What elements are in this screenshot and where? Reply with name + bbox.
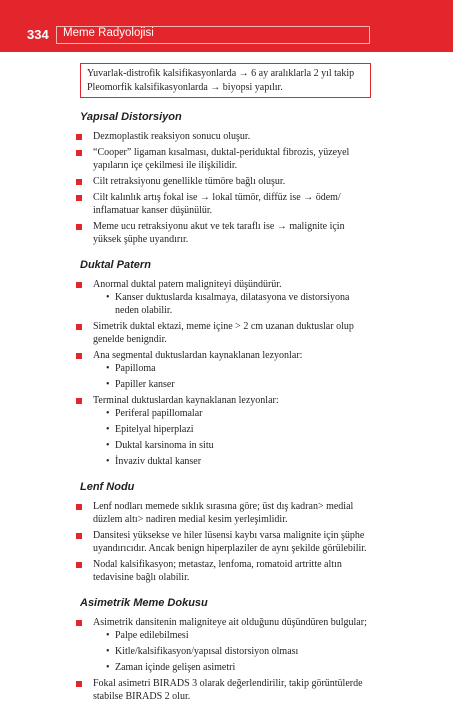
list-item (80, 220, 372, 246)
bullet-dot-icon: • (106, 408, 110, 419)
list-item (80, 278, 372, 317)
red-square-bullet-icon (76, 282, 82, 288)
list-item (80, 677, 372, 703)
sub-list-item-text: Duktal karsinoma in situ (115, 440, 214, 451)
list-item (80, 130, 372, 143)
list-item-text: Meme ucu retraksiyonu akut ve tek taraflı ise → malignite için yüksek şüphe uyandırır. (93, 221, 345, 245)
bullet-dot-icon: • (106, 456, 110, 467)
list-item (80, 175, 372, 188)
sub-bullet-list (106, 291, 372, 317)
bullet-list (80, 616, 372, 703)
list-item-text: Cilt retraksiyonu genellikle tümöre bağlı oluşur. (93, 176, 286, 187)
sub-list-item-text: İnvaziv duktal kanser (115, 456, 202, 467)
bullet-dot-icon: • (106, 662, 110, 673)
main-content (80, 106, 372, 706)
sub-list-item (106, 661, 372, 674)
sub-bullet-list (106, 407, 372, 468)
bullet-dot-icon: • (106, 379, 110, 390)
sub-list-item-text: Kitle/kalsifikasyon/yapısal distorsiyon olması (115, 646, 299, 657)
bullet-list (80, 130, 372, 246)
sub-list-item-text: Epitelyal hiperplazi (115, 424, 194, 435)
list-item (80, 320, 372, 346)
red-square-bullet-icon (76, 620, 82, 626)
bullet-dot-icon: • (106, 440, 110, 451)
red-square-bullet-icon (76, 179, 82, 185)
bullet-dot-icon: • (106, 646, 110, 657)
list-item-text: Terminal duktuslardan kaynaklanan lezyonlar: (93, 395, 279, 406)
section-heading: Lenf Nodu (80, 481, 135, 493)
info-line: Pleomorfik kalsifikasyonlarda → biyopsi yapılır. (87, 82, 283, 93)
sub-list-item (106, 291, 372, 317)
sub-list-item (106, 439, 372, 452)
red-square-bullet-icon (76, 533, 82, 539)
sub-list-item-text: Periferal papillomalar (115, 408, 203, 419)
sub-list-item (106, 378, 372, 391)
bullet-dot-icon: • (106, 363, 110, 374)
list-item-text: Lenf nodları memede sıklık sırasına göre; üst dış kadran> medial düzlem altı> nadiren medial kesim yerleşimlidir. (93, 501, 354, 525)
list-item-text: Simetrik duktal ektazi, meme içine > 2 cm uzanan duktuslar olup genelde benigndir. (93, 321, 354, 345)
list-item (80, 349, 372, 391)
list-item (80, 616, 372, 674)
list-item (80, 500, 372, 526)
red-square-bullet-icon (76, 150, 82, 156)
list-item-text: Cilt kalınlık artış fokal ise → lokal tümör, diffüz ise → ödem/ inflamatuar kanser düşünülür. (93, 192, 341, 216)
red-square-bullet-icon (76, 398, 82, 404)
section-heading: Asimetrik Meme Dokusu (80, 597, 208, 609)
sub-list-item (106, 423, 372, 436)
info-box (80, 63, 371, 98)
sub-list-item (106, 629, 372, 642)
list-item (80, 191, 372, 217)
list-item-text: Fokal asimetri BIRADS 3 olarak değerlendirilir, takip görüntülerde stabilse BIRADS 2 olur. (93, 678, 363, 702)
list-item (80, 529, 372, 555)
sub-list-item (106, 455, 372, 468)
red-square-bullet-icon (76, 681, 82, 687)
red-square-bullet-icon (76, 504, 82, 510)
sub-list-item (106, 407, 372, 420)
bullet-list (80, 500, 372, 584)
bullet-list (80, 278, 372, 468)
list-item-text: Nodal kalsifikasyon; metastaz, lenfoma, romatoid artritte altın tedavisine bağlı olabilir. (93, 559, 342, 583)
red-square-bullet-icon (76, 224, 82, 230)
sub-list-item-text: Zaman içinde gelişen asimetri (115, 662, 236, 673)
sub-list-item (106, 645, 372, 658)
list-item-text: Dansitesi yüksekse ve hiler lüsensi kaybı varsa malignite için şüphe uyandırıcıdır. Ancak benign hiperplaziler de aynı şekilde görülebilir. (93, 530, 367, 554)
red-square-bullet-icon (76, 353, 82, 359)
list-item (80, 394, 372, 468)
sub-list-item-text: Papilloma (115, 363, 156, 374)
red-square-bullet-icon (76, 324, 82, 330)
list-item (80, 558, 372, 584)
page-number: 334 (27, 27, 49, 42)
list-item (80, 146, 372, 172)
section-heading: Duktal Patern (80, 259, 151, 271)
chapter-title: Meme Radyolojisi (63, 27, 154, 39)
red-square-bullet-icon (76, 195, 82, 201)
list-item-text: Dezmoplastik reaksiyon sonucu oluşur. (93, 131, 251, 142)
sub-list-item-text: Palpe edilebilmesi (115, 630, 189, 641)
info-line: Yuvarlak-distrofik kalsifikasyonlarda → 6 ay aralıklarla 2 yıl takip (87, 68, 355, 79)
list-item-text: Ana segmental duktuslardan kaynaklanan lezyonlar: (93, 350, 303, 361)
bullet-dot-icon: • (106, 424, 110, 435)
list-item-text: Asimetrik dansitenin maligniteye ait olduğunu düşündüren bulgular; (93, 617, 367, 628)
bullet-dot-icon: • (106, 292, 110, 303)
sub-bullet-list (106, 629, 372, 674)
section-heading: Yapısal Distorsiyon (80, 111, 182, 123)
list-item-text: “Cooper” ligaman kısalması, duktal-periduktal fibrozis, yüzeyel yapıların içe çekilmesi ile ilişkilidir. (93, 147, 350, 171)
red-square-bullet-icon (76, 562, 82, 568)
list-item-text: Anormal duktal patern maligniteyi düşündürür. (93, 279, 282, 290)
bullet-dot-icon: • (106, 630, 110, 641)
red-square-bullet-icon (76, 134, 82, 140)
sub-list-item (106, 362, 372, 375)
sub-bullet-list (106, 362, 372, 391)
sub-list-item-text: Kanser duktuslarda kısalmaya, dilatasyona ve distorsiyona neden olabilir. (115, 292, 350, 316)
sub-list-item-text: Papiller kanser (115, 379, 175, 390)
